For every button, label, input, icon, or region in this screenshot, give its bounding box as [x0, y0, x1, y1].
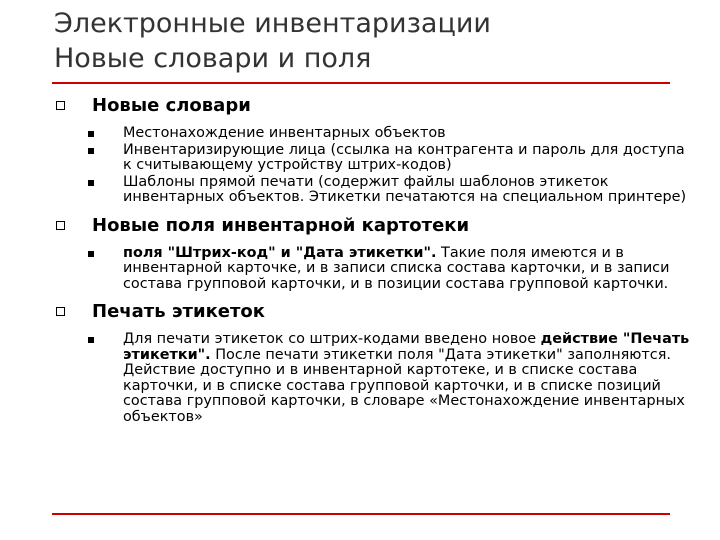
- hollow-square-bullet-icon: [56, 101, 65, 110]
- list-item-bold-text: действие "Печать этикетки".: [123, 331, 690, 363]
- slide-title: [54, 6, 491, 76]
- filled-square-bullet-icon: [88, 148, 94, 154]
- bullet-list: [56, 332, 696, 426]
- bullet-list: [56, 246, 696, 294]
- section-heading-text: Печать этикеток: [92, 301, 266, 322]
- slide-title-line-1: Электронные инвентаризации: [54, 8, 491, 39]
- list-item-text: После печати этикетки поля "Дата этикетки" заполняются. Действие доступно и в инвентарной картотеке, и в списке состава карточки, и в списке состава групповой карточки, и в списке позиций состава групповой карточки, в словаре «Местонахождение инвентарных объектов»: [123, 346, 685, 425]
- slide-title-line-2: Новые словари и поля: [54, 43, 372, 74]
- hollow-square-bullet-icon: [56, 307, 65, 316]
- section-label-printing: [56, 298, 696, 426]
- list-item: [56, 126, 696, 143]
- filled-square-bullet-icon: [88, 180, 94, 186]
- section-new-card-fields: [56, 212, 696, 294]
- section-new-dictionaries: [56, 92, 696, 207]
- section-heading-text: Новые поля инвентарной картотеки: [92, 214, 470, 236]
- bullet-list: [56, 126, 696, 207]
- list-item: [56, 143, 696, 175]
- list-item-text: Такие поля имеются и в инвентарной карточке, и в записи списка состава карточки, и в записи состава групповой карточки, и в позиции состава групповой карточки.: [123, 244, 670, 292]
- list-item-text: Инвентаризирующие лица (ссылка на контрагента и пароль для доступа к считывающему устройству штрих-кодов): [123, 141, 685, 173]
- section-heading: [56, 212, 696, 240]
- filled-square-bullet-icon: [88, 131, 94, 137]
- list-item-bold-text: поля "Штрих-код" и "Дата этикетки".: [123, 244, 437, 261]
- section-heading-text: Новые словари: [92, 95, 251, 116]
- filled-square-bullet-icon: [88, 251, 94, 257]
- title-divider: [52, 82, 670, 84]
- list-item-text: Местонахождение инвентарных объектов: [123, 125, 446, 141]
- filled-square-bullet-icon: [88, 337, 94, 343]
- slide-body: [56, 92, 696, 426]
- section-heading: [56, 298, 696, 326]
- list-item: [56, 332, 696, 426]
- hollow-square-bullet-icon: [56, 221, 65, 230]
- list-item: [56, 246, 696, 294]
- footer-divider: [52, 513, 670, 515]
- section-heading: [56, 92, 696, 120]
- list-item-text: Шаблоны прямой печати (содержит файлы шаблонов этикеток инвентарных объектов. Этикетки печатаются на специальном принтере): [123, 173, 687, 205]
- list-item-text-intro: Для печати этикеток со штрих-кодами введено новое: [123, 331, 541, 347]
- list-item: [56, 175, 696, 207]
